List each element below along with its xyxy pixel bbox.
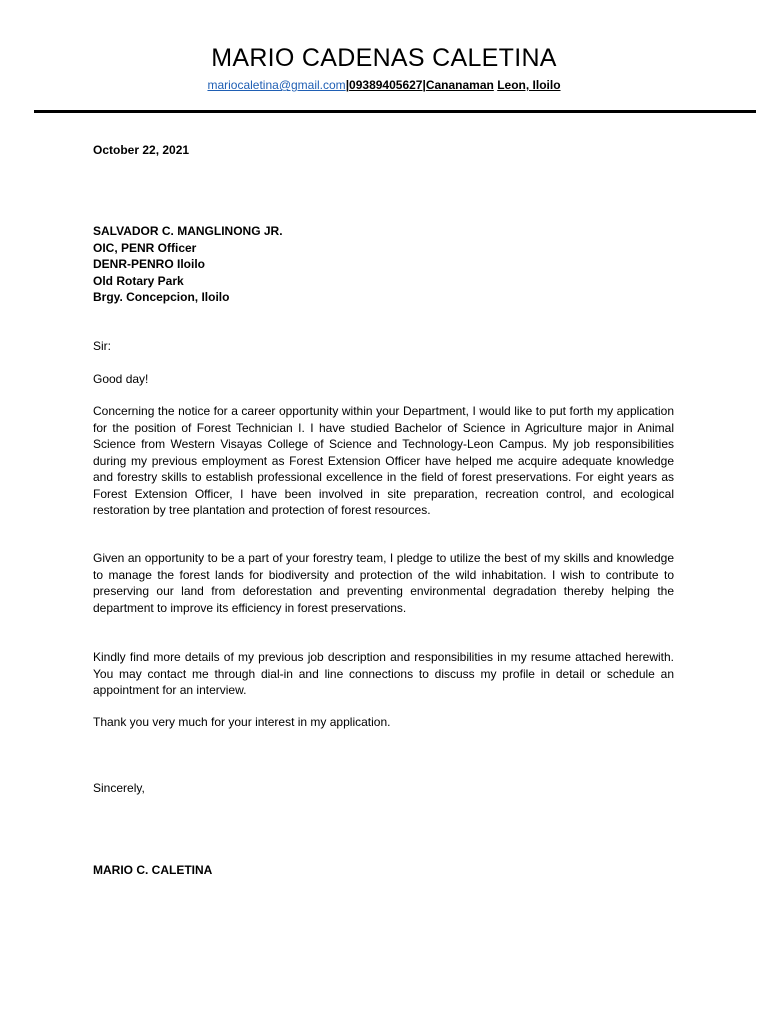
- recipient-office: DENR-PENRO Iloilo: [93, 257, 206, 271]
- contact-line: [0, 78, 768, 92]
- phone-number: 09389405627: [349, 78, 423, 92]
- recipient-name: SALVADOR C. MANGLINONG JR.: [93, 224, 283, 238]
- body-paragraph-3: Kindly find more details of my previous job description and responsibilities in my resume attached herewith. You may contact me through dial-in and line connections to discuss my profile in detail or schedule an appointment for an interview.: [93, 650, 674, 697]
- body-paragraph-4: Thank you very much for your interest in my application.: [93, 715, 391, 729]
- contact-separator: |: [345, 78, 350, 92]
- body-paragraph-2: Given an opportunity to be a part of your forestry team, I pledge to utilize the best of my skills and knowledge to manage the forest lands for biodiversity and protection of the wild inhabitation. I wish to contribute to preserving our land from deforestation and preventing environmental degradation thereby helping the department to improve its efficiency in forest preservations.: [93, 551, 674, 615]
- closing: Sincerely,: [93, 781, 145, 795]
- email-link[interactable]: mariocaletina@gmail.com: [207, 78, 346, 92]
- greeting: Good day!: [93, 372, 149, 386]
- letter-date: October 22, 2021: [93, 143, 190, 157]
- body-paragraph-1: Concerning the notice for a career opportunity within your Department, I would like to put forth my application for the position of Forest Technician I. I have studied Bachelor of Science in Agriculture major in Animal Science from Western Visayas College of Science and Technology-Leon Campus. My job responsibilities during my previous employment as Forest Extension Officer have helped me acquire adequate knowledge and forestry skills to establish professional excellence in the field of forest preservations. For eight years as Forest Extension Officer, I have been involved in site preparation, recreation control, and ecological restoration by tree plantation and protection of forest resources.: [93, 404, 674, 517]
- recipient-title: OIC, PENR Officer: [93, 240, 197, 255]
- applicant-name-heading: MARIO CADENAS CALETINA: [211, 44, 557, 72]
- salutation: Sir:: [93, 339, 111, 353]
- header-divider: [34, 110, 756, 113]
- address-city: Leon, Iloilo: [497, 78, 561, 92]
- address-town: Cananaman: [425, 78, 494, 92]
- recipient-locality: Brgy. Concepcion, Iloilo: [93, 290, 230, 304]
- recipient-address: [93, 223, 674, 306]
- signature-name: MARIO C. CALETINA: [93, 863, 213, 877]
- contact-separator: |: [422, 78, 426, 92]
- recipient-street: Old Rotary Park: [93, 273, 184, 288]
